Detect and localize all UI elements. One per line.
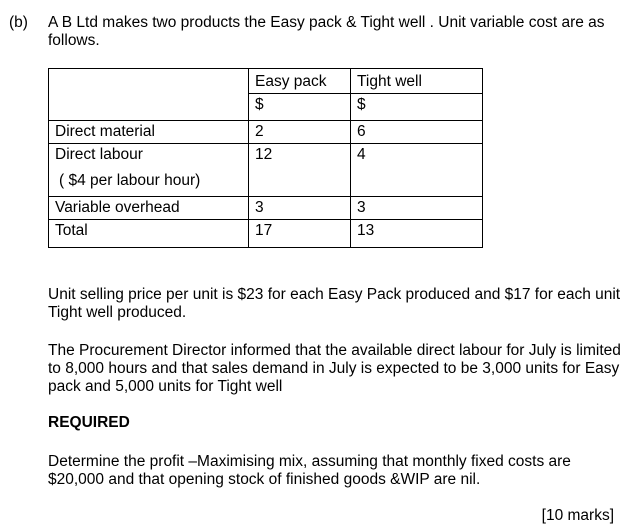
row-label: Direct material bbox=[49, 121, 249, 144]
easy-value: 2 bbox=[249, 121, 351, 144]
easy-value: 3 bbox=[249, 197, 351, 220]
required-heading: REQUIRED bbox=[48, 414, 130, 431]
easy-value: 12 bbox=[249, 144, 351, 197]
task-paragraph: Determine the profit –Maximising mix, assuming that monthly fixed costs are $20,000 and that opening stock of finished goods &WIP are nil. bbox=[48, 453, 571, 488]
row-label: Variable overhead bbox=[49, 197, 249, 220]
row-label: Direct labour bbox=[55, 146, 143, 163]
table-row bbox=[49, 220, 483, 248]
table-row bbox=[49, 197, 483, 220]
tight-value: 3 bbox=[351, 197, 483, 220]
table-header-empty-cell bbox=[49, 69, 249, 121]
marks-label: [10 marks] bbox=[541, 507, 614, 524]
table-header-row bbox=[49, 69, 483, 94]
tight-value: 13 bbox=[351, 220, 483, 248]
selling-price-paragraph: Unit selling price per unit is $23 for each Easy Pack produced and $17 for each unit Tight well produced. bbox=[48, 286, 621, 321]
question-intro: A B Ltd makes two products the Easy pack & Tight well . Unit variable cost are as follows. bbox=[48, 14, 605, 49]
tight-value: 6 bbox=[351, 121, 483, 144]
header-tight-well: Tight well bbox=[351, 69, 483, 94]
row-sublabel: ( $4 per labour hour) bbox=[59, 172, 201, 189]
question-label: (b) bbox=[9, 14, 28, 31]
header-easy-pack: Easy pack bbox=[249, 69, 351, 94]
row-label: Total bbox=[49, 220, 249, 248]
header-easy-currency: $ bbox=[249, 94, 351, 121]
tight-value: 4 bbox=[351, 144, 483, 197]
row-label-cell bbox=[49, 144, 249, 197]
table-row bbox=[49, 121, 483, 144]
header-tight-currency: $ bbox=[351, 94, 483, 121]
labour-limit-paragraph: The Procurement Director informed that the available direct labour for July is limited to 8,000 hours and that sales demand in July is expected to be 3,000 units for Easy pack and 5,000 units for Tight well bbox=[48, 342, 621, 395]
unit-cost-table bbox=[48, 68, 483, 248]
easy-value: 17 bbox=[249, 220, 351, 248]
table-row bbox=[49, 144, 483, 197]
